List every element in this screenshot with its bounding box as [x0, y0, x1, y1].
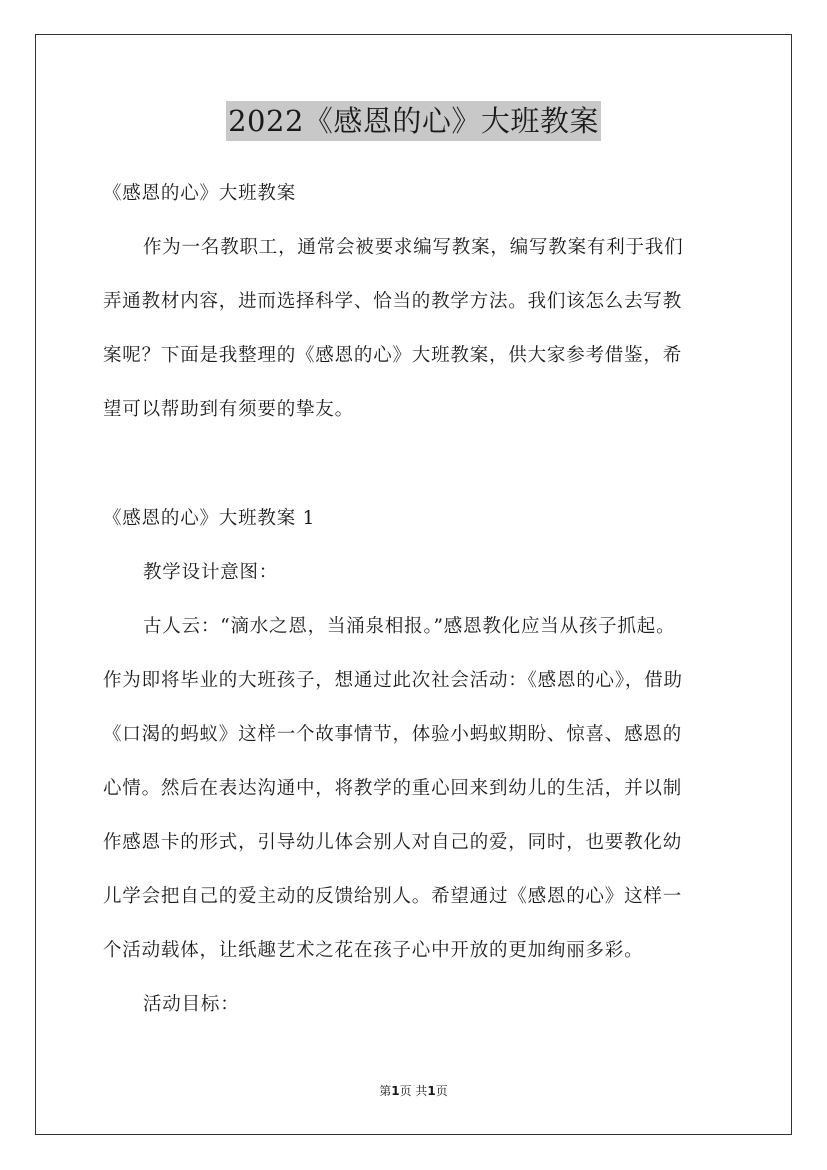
- design-intent-line-7: 个活动载体，让纸趣艺术之花在孩子心中开放的更加绚丽多彩。: [103, 940, 644, 961]
- footer-page-mid: 页 共: [399, 1084, 428, 1098]
- title-container: [0, 101, 827, 141]
- design-intent-label: 教学设计意图：: [143, 562, 279, 583]
- page-footer: [0, 1083, 827, 1099]
- footer-page-total: 1: [427, 1084, 436, 1098]
- document-subtitle: 《感恩的心》大班教案: [103, 183, 297, 204]
- footer-page-number: 1: [391, 1084, 400, 1098]
- document-title: 2022《感恩的心》大班教案: [226, 101, 601, 141]
- intro-line-3: 案呢？下面是我整理的《感恩的心》大班教案，供大家参考借鉴，希: [103, 345, 683, 366]
- section-heading: 《感恩的心》大班教案 1: [103, 508, 316, 529]
- design-intent-line-4: 心情。然后在表达沟通中，将教学的重心回来到幼儿的生活，并以制: [103, 778, 683, 799]
- design-intent-line-2: 作为即将毕业的大班孩子，想通过此次社会活动：《感恩的心》，借助: [103, 670, 683, 691]
- activity-goal-label: 活动目标：: [143, 994, 240, 1015]
- footer-page-suffix: 页: [435, 1084, 448, 1098]
- design-intent-line-1: 古人云：“滴水之恩，当涌泉相报。”感恩教化应当从孩子抓起。: [143, 616, 676, 637]
- design-intent-line-3: 《口渴的蚂蚁》这样一个故事情节，体验小蚂蚁期盼、惊喜、感恩的: [103, 724, 683, 745]
- design-intent-line-5: 作感恩卡的形式，引导幼儿体会别人对自己的爱，同时，也要教化幼: [103, 832, 683, 853]
- design-intent-line-6: 儿学会把自己的爱主动的反馈给别人。希望通过《感恩的心》这样一: [103, 886, 683, 907]
- intro-line-1: 作为一名教职工，通常会被要求编写教案，编写教案有利于我们: [143, 237, 684, 258]
- intro-line-4: 望可以帮助到有须要的挚友。: [103, 399, 354, 420]
- intro-line-2: 弄通教材内容，进而选择科学、恰当的教学方法。我们该怎么去写教: [103, 291, 683, 312]
- footer-page-prefix: 第: [379, 1084, 392, 1098]
